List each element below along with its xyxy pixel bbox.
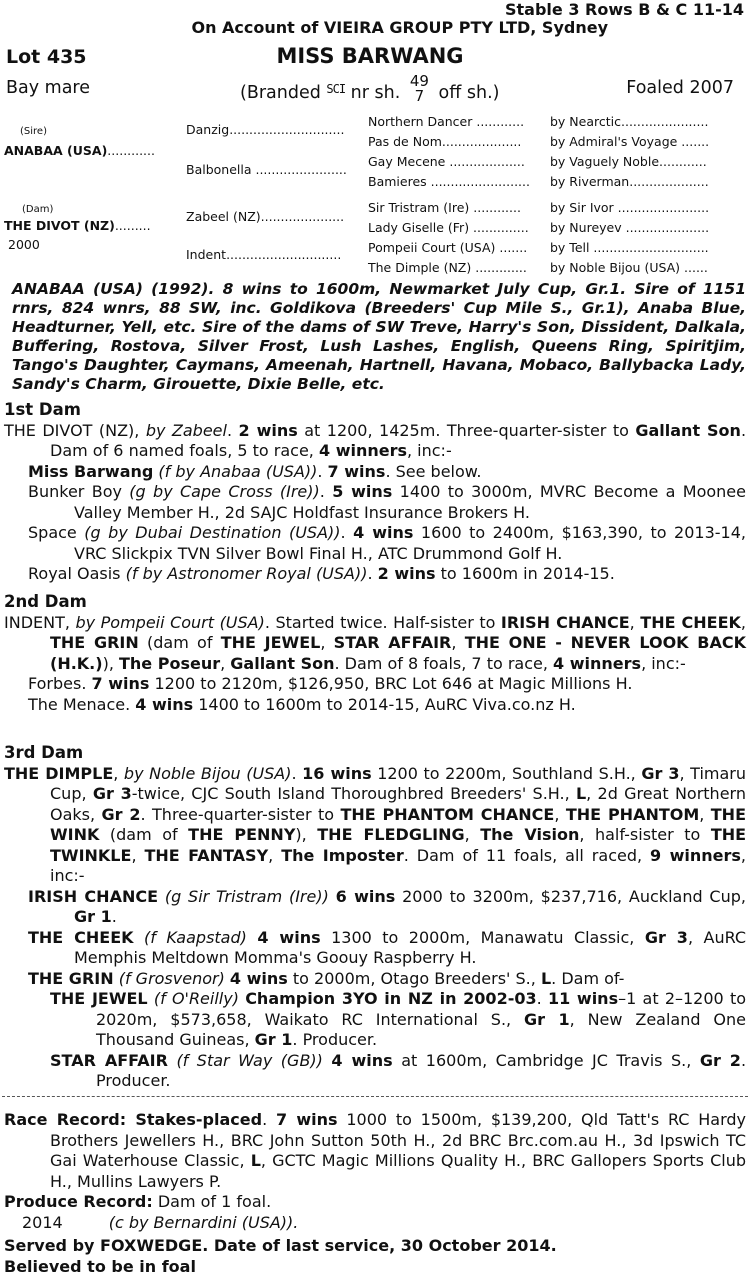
progeny-item: THE GRIN (f Grosvenor) 4 wins to 2000m, Otago Breeders' S., L. Dam of- — [28, 968, 625, 988]
second-dam-section — [4, 592, 746, 715]
second-dam-heading: 2nd Dam — [4, 592, 87, 611]
gen2-sire-sire: Danzig............................. — [186, 122, 345, 137]
first-dam-text: THE DIVOT (NZ), by Zabeel. 2 wins at 1200, 1425m. Three-quarter-sister to Gallant Son. Dam of 6 named foals, 5 to race, 4 winners, inc:- — [4, 420, 747, 460]
progeny-item: Bunker Boy (g by Cape Cross (Ire)). 5 wins 1400 to 3000m, MVRC Become a Moonee Valley Member H., 2d SAJC Holdfast Insurance Brokers H. — [28, 482, 746, 522]
served-note: Served by FOXWEDGE. Date of last service, 30 October 2014. — [4, 1236, 557, 1255]
first-dam-section — [4, 400, 746, 585]
gen3-row: Lady Giselle (Fr) .............. — [368, 220, 529, 235]
second-dam-text: INDENT, by Pompeii Court (USA). Started twice. Half-sister to IRISH CHANCE, THE CHEEK, THE GRIN (dam of THE JEWEL, STAR AFFAIR, THE ONE - NEVER LOOK BACK (H.K.)), The Poseur, Gallant Son. Dam of 8 foals, 7 to race, 4 winners, inc:- — [4, 612, 747, 673]
progeny-item: THE JEWEL (f O'Reilly) Champion 3YO in NZ in 2002-03. 11 wins–1 at 2–1200 to 2020m, $573,658, Waikato RC International S., Gr 1, New Zealand One Thousand Guineas, Gr 1. Producer. — [50, 989, 747, 1049]
branding — [240, 72, 500, 108]
gen3-row: Pas de Nom.................... — [368, 134, 522, 149]
brand-num-top: 49 — [409, 72, 429, 90]
progeny-item: The Menace. 4 wins 1400 to 1600m to 2014-15, AuRC Viva.co.nz H. — [28, 694, 576, 714]
dam-year: 2000 — [8, 237, 40, 252]
progeny-item: Royal Oasis (f by Astronomer Royal (USA)). 2 wins to 1600m in 2014-15. — [28, 564, 615, 583]
gen4-row: by Nureyev ..................... — [550, 220, 710, 235]
gen4-row: by Tell ............................. — [550, 240, 709, 255]
progeny-item: Miss Barwang (f by Anabaa (USA)). 7 wins. See below. — [28, 461, 482, 481]
gen4-row: by Admiral's Voyage ....... — [550, 134, 710, 149]
dam-label: (Dam) — [22, 204, 54, 215]
gen2-dam-dam: Indent............................. — [186, 247, 342, 262]
brand-mark: SCI — [326, 82, 346, 96]
gen2-sire-dam: Balbonella ....................... — [186, 162, 347, 177]
branded-off: off sh.) — [438, 83, 500, 103]
brand-num-bottom: 7 — [414, 87, 425, 105]
third-dam-section — [4, 743, 746, 1092]
progeny-item: IRISH CHANCE (g Sir Tristram (Ire)) 6 wins 2000 to 3200m, $237,716, Auckland Cup, Gr 1. — [28, 886, 746, 926]
vendor-account: On Account of VIEIRA GROUP PTY LTD, Sydney — [191, 18, 608, 37]
gen3-row: The Dimple (NZ) ............. — [368, 260, 527, 275]
gen4-row: by Riverman.................... — [550, 174, 709, 189]
brand-fraction — [410, 74, 429, 104]
in-foal-note: Believed to be in foal — [4, 1257, 196, 1276]
gen4-sires — [550, 112, 709, 278]
gen2-dam-sire: Zabeel (NZ)..................... — [186, 209, 345, 224]
dam-name: THE DIVOT (NZ)......... — [4, 218, 151, 233]
records-section — [4, 1110, 746, 1233]
gen4-row: by Sir Ivor ....................... — [550, 200, 710, 215]
lot-number: Lot 435 — [6, 46, 87, 68]
foaled-year: Foaled 2007 — [626, 78, 734, 98]
branded-nr: nr sh. — [350, 83, 401, 103]
gen3-row: Northern Dancer ............ — [368, 114, 525, 129]
progeny-item: STAR AFFAIR (f Star Way (GB)) 4 wins at 1600m, Cambridge JC Travis S., Gr 2. Producer. — [50, 1050, 747, 1090]
gen4-row: by Noble Bijou (USA) ...... — [550, 260, 708, 275]
progeny-item: Forbes. 7 wins 1200 to 2120m, $126,950, BRC Lot 646 at Magic Millions H. — [28, 674, 633, 693]
progeny-item: Space (g by Dubai Destination (USA)). 4 wins 1600 to 2400m, $163,390, to 2013-14, VRC Slickpix TVN Silver Bowl Final H., ATC Drummond Golf H. — [28, 523, 746, 563]
sire-summary: ANABAA (USA) (1992). 8 wins to 1600m, Newmarket July Cup, Gr.1. Sire of 1151 rnrs, 824 wnrs, 88 SW, inc. Goldikova (Breeders' Cup Mile S., Gr.1), Anaba Blue, Headturner, Yell, etc. Sire of the dams of SW Treve, Harry's Son, Dissident, Dalkala, Buffering, Rostova, Silver Frost, Lush Lashes, English, Queens Ring, Spiritjim, Tango's Daughter, Caymans, Ameenah, Hartnell, Havana, Mobaco, Ballybacka Lady, Sandy's Charm, Girouette, Dixie Belle, etc. — [12, 280, 746, 393]
horse-description: Bay mare — [6, 78, 90, 98]
first-dam-heading: 1st Dam — [4, 400, 81, 419]
section-divider — [2, 1096, 748, 1097]
sire-label: (Sire) — [20, 126, 47, 137]
horse-name: MISS BARWANG — [276, 44, 464, 68]
gen3-row: Bamieres ......................... — [368, 174, 530, 189]
sire-name: ANABAA (USA)............ — [4, 143, 155, 158]
produce-foal: 2014 (c by Bernardini (USA)). — [22, 1212, 299, 1232]
race-record: Race Record: Stakes-placed. 7 wins 1000 to 1500m, $139,200, Qld Tatt's RC Hardy Brothers Jewellers H., BRC John Sutton 50th H., 2d BRC Brc.com.au H., 3d Ipswich TC Gai Waterhouse Classic, L, GCTC Magic Millions Quality H., BRC Gallopers Sports Club H., Mullins Lawyers P. — [4, 1110, 747, 1191]
progeny-item: THE CHEEK (f Kaapstad) 4 wins 1300 to 2000m, Manawatu Classic, Gr 3, AuRC Memphis Meltdown Momma's Goouy Raspberry H. — [28, 927, 747, 967]
stable-location: Stable 3 Rows B & C 11-14 — [505, 0, 744, 19]
third-dam-text: THE DIMPLE, by Noble Bijou (USA). 16 wins 1200 to 2200m, Southland S.H., Gr 3, Timaru Cup, Gr 3-twice, CJC South Island Thoroughbred Breeders' S.H., L, 2d Great Northern Oaks, Gr 2. Three-quarter-sister to THE PHANTOM CHANCE, THE PHANTOM, THE WINK (dam of THE PENNY), THE FLEDGLING, The Vision, half-sister to THE TWINKLE, THE FANTASY, The Imposter. Dam of 11 foals, all raced, 9 winners, inc:- — [4, 763, 747, 885]
produce-record: Produce Record: Dam of 1 foal. — [4, 1192, 272, 1211]
gen4-row: by Vaguely Noble............ — [550, 154, 707, 169]
gen3-row: Sir Tristram (Ire) ............ — [368, 200, 521, 215]
gen3-row: Gay Mecene ................... — [368, 154, 525, 169]
third-dam-heading: 3rd Dam — [4, 743, 84, 762]
gen3-names — [368, 112, 530, 278]
gen3-row: Pompeii Court (USA) ....... — [368, 240, 528, 255]
branded-prefix: (Branded — [240, 83, 321, 103]
gen4-row: by Nearctic...................... — [550, 114, 709, 129]
